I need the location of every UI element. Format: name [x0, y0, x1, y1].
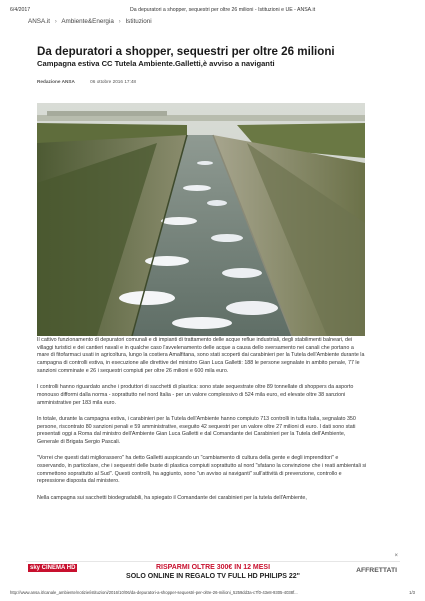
article-paragraph: Nella campagna sui sacchetti biodegradabili, ha spiegato il Comandante dei carabinieri per la tutela dell'Ambiente,	[37, 494, 307, 501]
breadcrumb-item-ambiente[interactable]: Ambiente&Energia	[61, 18, 114, 25]
brand-link[interactable]: ANSA.it	[28, 18, 51, 25]
byline	[37, 79, 136, 84]
sky-cinema-logo: sky CINEMA HD	[30, 565, 76, 571]
breadcrumb-item-istituzioni[interactable]: Istituzioni	[125, 18, 152, 25]
close-icon[interactable]: ×	[394, 553, 398, 559]
article-photo	[37, 103, 365, 336]
canal-photo-illustration	[37, 103, 365, 336]
ad-subline: SOLO ONLINE IN REGALO TV FULL HD PHILIPS 22"	[126, 573, 300, 580]
article-paragraph: Il cattivo funzionamento di depuratori comunali e di impianti di trattamento delle acque reflue industriali, degli stabilimenti balneari, dei villaggi turistici e dei cantieri navali e in qualche caso l'avvelenamento delle acque a causa dello sversamento nei canali che portano a mare di fitofarmaci usati in agricoltura, lungo la costiera Amalfitana, sono stati scoperti dai carabinieri per la Tutela dell'Ambiente durante la campagna di controlli estiva, in esecuzione alle direttive del ministro Gian Luca Galletti: 188 le persone segnalate in ambito penale, 77 le sanzioni comminate e 26 i sequestri compiuti per oltre 26 milioni e 600 mila euro.	[37, 337, 365, 374]
article-date: 06 ottobre 2016 17:48	[90, 79, 137, 84]
article-paragraph: In totale, durante la campagna estiva, i carabinieri per la Tutela dell'Ambiente hanno compiuto 713 controlli in tutta Italia, segnalato 350 persone, riscontrato 80 sanzioni penali e 59 amministrative, eseguito 42 sequestri per un valore oltre 27 milioni di euro. I dati sono stati presentati oggi a Roma dal ministro dell'Ambiente Gian Luca Galletti e dal Comandante dei Carabinieri per la Tutela dell'Ambiente, Generale di Brigata Sergio Pascali.	[37, 415, 356, 445]
ad-cta-button[interactable]: AFFRETTATI	[356, 567, 397, 574]
advertisement-banner[interactable]	[26, 553, 400, 582]
article-author: Redazione ANSA	[37, 79, 75, 84]
article-subtitle: Campagna estiva CC Tutela Ambiente.Galletti,è avviso a naviganti	[37, 59, 275, 68]
article-title: Da depuratori a shopper, sequestri per oltre 26 milioni	[37, 45, 335, 58]
print-footer	[10, 590, 415, 595]
print-date: 6/4/2017	[10, 7, 31, 13]
ad-headline: RISPARMI OLTRE 300€ IN 12 MESI	[155, 564, 271, 571]
article-paragraph: I controlli hanno riguardato anche i produttori di sacchetti di plastica: sono state sequestrate oltre 89 tonnellate di shoppers da asporto monouso difformi dalla norma - soprattutto nel nord Italia - per un valore complessivo di 524 mila euro, ed elevate oltre 38 sanzioni amministrative per 183 mila euro.	[37, 384, 354, 406]
article-body	[37, 337, 367, 511]
breadcrumb	[28, 18, 155, 25]
print-url: http://www.ansa.it/canale_ambiente/notizie/istituzioni/2016/10/06/da-depuratori-a-shopper-sequestri-per-oltre-26-milioni_5259dd3a-c7f0-43e8-9305-4038f...	[10, 590, 298, 595]
print-page-number: 1/3	[409, 590, 415, 595]
breadcrumb-separator: ›	[118, 18, 121, 25]
print-page-title: Da depuratori a shopper, sequestri per oltre 26 milioni - Istituzioni e UE - ANSA.it	[130, 7, 316, 13]
print-header	[10, 7, 415, 13]
article-paragraph: "Vorrei che questi dati migliorassero" ha detto Galletti auspicando un "cambiamento di cultura della gente e degli imprenditori" e osservando, in particolare, che i sequestri delle buste di plastica compiuti soprattutto al nord "sfatano la convinzione che i reati ambientali si commettono soprattutto al Sud". Questi controlli, ha aggiunto, sono "un avviso ai naviganti" sull'attività di prevenzione, controllo e repressione disposta dal ministero.	[37, 455, 367, 485]
breadcrumb-separator: ›	[54, 18, 57, 25]
